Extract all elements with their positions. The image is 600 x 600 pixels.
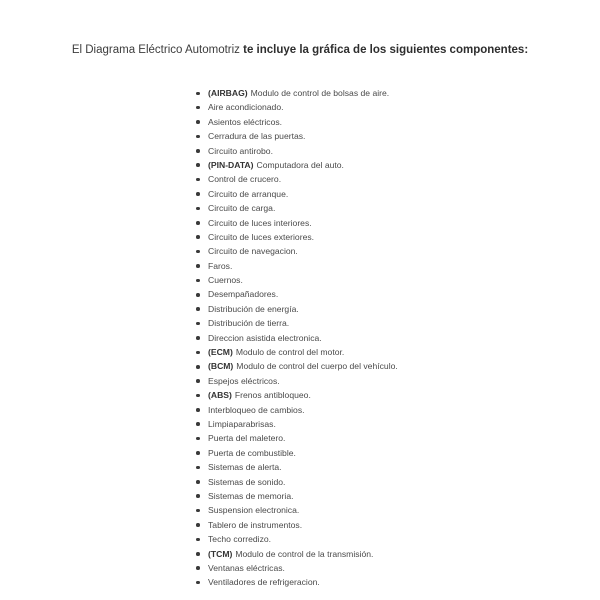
component-text: Circuito antirobo. [208, 145, 273, 156]
component-text: Modulo de control del cuerpo del vehículo. [236, 361, 398, 372]
bullet-icon [196, 451, 200, 455]
component-text: Cerradura de las puertas. [208, 131, 306, 142]
list-item [196, 316, 398, 330]
component-text: Computadora del auto. [256, 159, 344, 170]
component-text: Suspension electronica. [208, 505, 300, 516]
bullet-icon [196, 207, 200, 211]
list-item [196, 201, 398, 215]
bullet-icon [196, 379, 200, 383]
bullet-icon [196, 293, 200, 297]
list-item [196, 489, 398, 503]
list-item [196, 115, 398, 129]
component-text: Modulo de control del motor. [235, 347, 345, 358]
list-item [196, 475, 398, 489]
heading-bold: te incluye la gráfica de los siguientes componentes: [243, 44, 529, 56]
bullet-icon [196, 437, 200, 441]
list-item [196, 417, 398, 431]
component-text: Distribución de tierra. [208, 318, 290, 329]
component-text: Faros. [208, 260, 233, 271]
list-item [196, 446, 398, 460]
component-text: Puerta de combustible. [208, 447, 296, 458]
component-text: Interbloqueo de cambios. [208, 404, 305, 415]
component-text: Direccion asistida electronica. [208, 332, 322, 343]
bullet-icon [196, 538, 200, 542]
list-item [196, 547, 398, 561]
list-item [196, 129, 398, 143]
component-text: Limpiaparabrisas. [208, 418, 276, 429]
component-text: Puerta del maletero. [208, 433, 286, 444]
list-item [196, 287, 398, 301]
component-text: Circuito de luces exteriores. [208, 231, 315, 242]
component-code: (PIN-DATA) [208, 159, 254, 170]
bullet-icon [196, 336, 200, 340]
component-text: Espejos eléctricos. [208, 375, 280, 386]
bullet-icon [196, 351, 200, 355]
component-text: Sistemas de sonido. [208, 476, 286, 487]
bullet-icon [196, 581, 200, 585]
list-item [196, 403, 398, 417]
bullet-icon [196, 235, 200, 239]
list-item [196, 86, 398, 100]
bullet-icon [196, 523, 200, 527]
list-item [196, 532, 398, 546]
component-code: (AIRBAG) [208, 88, 248, 98]
bullet-icon [196, 192, 200, 196]
heading [60, 42, 540, 58]
bullet-icon [196, 365, 200, 369]
bullet-icon [196, 466, 200, 470]
bullet-icon [196, 279, 200, 283]
component-code: (ABS) [208, 390, 232, 401]
component-text: Cuernos. [208, 275, 243, 286]
component-text: Sistemas de alerta. [208, 462, 282, 473]
list-item [196, 331, 398, 345]
list-item [196, 431, 398, 445]
component-text: Circuito de navegacion. [208, 246, 298, 257]
bullet-icon [196, 322, 200, 326]
list-item [196, 575, 398, 589]
list-item [196, 345, 398, 359]
bullet-icon [196, 264, 200, 268]
bullet-icon [196, 250, 200, 254]
component-text: Tablero de instrumentos. [208, 519, 303, 530]
bullet-icon [196, 566, 200, 570]
bullet-icon [196, 163, 200, 167]
bullet-icon [196, 307, 200, 311]
heading-normal: El Diagrama Eléctrico Automotriz [71, 44, 244, 56]
list-item [196, 144, 398, 158]
list-item [196, 244, 398, 258]
list-item [196, 561, 398, 575]
component-text: Circuito de arranque. [208, 188, 289, 199]
component-text: Ventiladores de refrigeracion. [208, 577, 320, 588]
component-text: Circuito de luces interiores. [208, 217, 312, 228]
bullet-icon [196, 221, 200, 225]
component-code: (TCM) [208, 548, 233, 559]
list-item [196, 230, 398, 244]
bullet-icon [196, 135, 200, 139]
bullet-icon [196, 149, 200, 153]
bullet-icon [196, 509, 200, 513]
component-text: Techo corredizo. [208, 534, 272, 545]
component-text: Sistemas de memoria. [208, 490, 294, 501]
bullet-icon [196, 106, 200, 110]
bullet-icon [196, 422, 200, 426]
list-item [196, 374, 398, 388]
component-text: Circuito de carga. [208, 203, 276, 214]
bullet-icon [196, 494, 200, 498]
bullet-icon [196, 92, 200, 96]
component-code: (BCM) [208, 361, 234, 372]
component-text: Aire acondicionado. [208, 102, 284, 113]
component-text: Control de crucero. [208, 174, 282, 185]
list-item [196, 503, 398, 517]
component-list [196, 86, 398, 590]
list-item [196, 518, 398, 532]
bullet-icon [196, 552, 200, 556]
bullet-icon [196, 480, 200, 484]
component-text: Ventanas eléctricas. [208, 562, 285, 573]
component-code: (ECM) [208, 347, 233, 358]
bullet-icon [196, 394, 200, 398]
list-item [196, 259, 398, 273]
bullet-icon [196, 120, 200, 124]
list-item [196, 388, 398, 402]
component-text: Asientos eléctricos. [208, 116, 283, 127]
component-text: Desempañadores. [208, 289, 279, 300]
list-item [196, 359, 398, 373]
component-text: Modulo de control de bolsas de aire. [250, 88, 390, 98]
list-item [196, 187, 398, 201]
list-item [196, 302, 398, 316]
component-text: Frenos antibloqueo. [234, 390, 311, 401]
component-text: Modulo de control de la transmisión. [235, 548, 374, 559]
bullet-icon [196, 408, 200, 412]
list-item [196, 158, 398, 172]
list-item [196, 216, 398, 230]
list-item [196, 460, 398, 474]
component-text: Distribución de energía. [208, 303, 299, 314]
bullet-icon [196, 178, 200, 182]
list-item [196, 273, 398, 287]
list-item [196, 100, 398, 114]
list-item [196, 172, 398, 186]
